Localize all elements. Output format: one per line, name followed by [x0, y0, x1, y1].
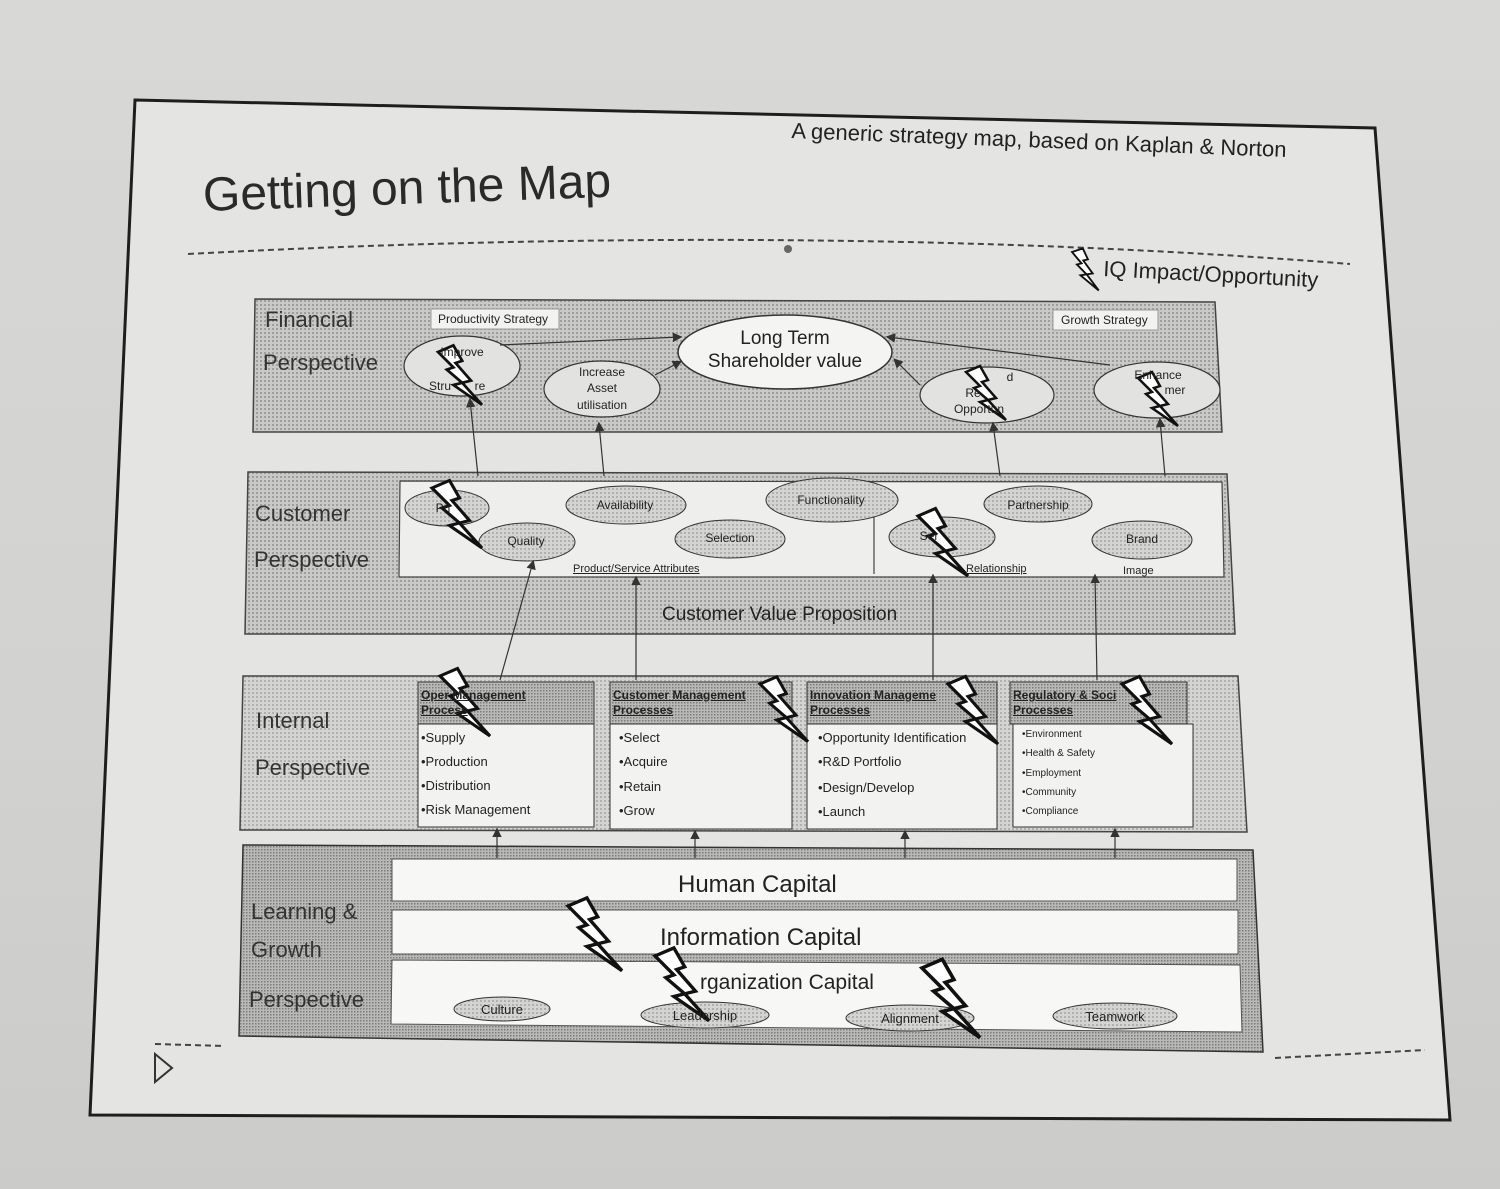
- customer-label-line2: Perspective: [254, 547, 369, 572]
- list-item: •Health & Safety: [1022, 748, 1095, 759]
- slide-title: Getting on the Map: [202, 154, 612, 222]
- financial-label-line1: Financial: [265, 307, 354, 332]
- financial-label-line2: Perspective: [263, 350, 378, 375]
- operations-box-title-line2: Process: [421, 703, 468, 717]
- list-item: •Select: [619, 730, 660, 745]
- divider-dot: [784, 245, 792, 253]
- increase-line1: Increase: [578, 365, 626, 379]
- list-item: •Supply: [421, 730, 466, 745]
- list-item: •Community: [1022, 787, 1077, 798]
- regulatory-box-title-line1: Regulatory & Soci: [1013, 688, 1117, 702]
- service-ellipse: Ser: [919, 529, 939, 543]
- organization-capital-label: rganization Capital: [700, 971, 874, 994]
- growth-strategy-label: Growth Strategy: [1061, 313, 1148, 327]
- customer-label-line1: Customer: [255, 501, 351, 526]
- human-capital-label: Human Capital: [678, 871, 837, 898]
- enhance-line2: mer: [1164, 383, 1186, 397]
- partnership-ellipse: Partnership: [1007, 498, 1069, 512]
- productivity-strategy-label: Productivity Strategy: [438, 312, 549, 326]
- revenue-line2: Re: [965, 386, 981, 400]
- increase-line3: utilisation: [576, 398, 628, 412]
- revenue-line3: Opportun: [953, 402, 1005, 416]
- brand-ellipse: Brand: [1125, 532, 1159, 546]
- list-item: •Risk Management: [421, 802, 531, 817]
- list-item: •R&D Portfolio: [818, 754, 902, 769]
- list-item: •Opportunity Identification: [818, 730, 967, 745]
- list-item: •Employment: [1022, 768, 1082, 779]
- long-term-line2: Shareholder value: [707, 351, 863, 372]
- improve-line3: re: [474, 379, 486, 393]
- list-item: •Compliance: [1022, 806, 1079, 817]
- internal-label-line1: Internal: [256, 708, 330, 733]
- list-item: •Retain: [619, 779, 662, 794]
- learning-label-line2: Growth: [251, 937, 322, 962]
- learning-label-line3: Perspective: [249, 987, 364, 1012]
- product-attributes-label: Product/Service Attributes: [573, 563, 700, 575]
- list-item: •Grow: [619, 803, 655, 818]
- internal-label-line2: Perspective: [255, 755, 370, 780]
- relationship-label: Relationship: [966, 563, 1027, 575]
- list-item: •Distribution: [421, 778, 491, 793]
- selection-ellipse: Selection: [705, 531, 755, 545]
- functionality-ellipse: Functionality: [797, 493, 865, 507]
- learning-label-line1: Learning &: [251, 899, 358, 924]
- value-proposition-label: Customer Value Proposition: [662, 604, 898, 625]
- revenue-line1: d: [1006, 370, 1014, 384]
- price-ellipse: Pri: [435, 501, 451, 515]
- improve-line1: Improve: [440, 345, 484, 359]
- innovation-box-title-line1: Innovation Manageme: [810, 688, 937, 702]
- enhance-line1: Enhance: [1134, 368, 1182, 382]
- alignment-ellipse: Alignment: [881, 1011, 939, 1026]
- operations-box-title-line1: Oper Management: [421, 688, 526, 702]
- customer-mgmt-box-title-line2: Processes: [613, 703, 674, 717]
- culture-ellipse: Culture: [481, 1002, 523, 1017]
- regulatory-box-title-line2: Processes: [1013, 703, 1074, 717]
- image-label: Image: [1123, 565, 1154, 577]
- leadership-ellipse: Leadership: [672, 1008, 738, 1023]
- list-item: •Launch: [818, 804, 866, 819]
- list-item: •Acquire: [619, 754, 668, 769]
- innovation-box-title-line2: Processes: [810, 703, 871, 717]
- availability-ellipse: Availability: [596, 498, 654, 512]
- iq-impact-legend-label: IQ Impact/Opportunity: [1102, 256, 1319, 293]
- improve-line2: Stru: [428, 379, 451, 393]
- customer-mgmt-box-title-line1: Customer Management: [613, 688, 746, 702]
- list-item: •Production: [421, 754, 488, 769]
- list-item: •Design/Develop: [818, 780, 915, 795]
- list-item: •Environment: [1022, 729, 1082, 740]
- increase-line2: Asset: [586, 381, 617, 395]
- quality-ellipse: Quality: [507, 534, 545, 548]
- information-capital-label: Information Capital: [660, 924, 862, 951]
- slide-caption: A generic strategy map, based on Kaplan & Norton: [791, 118, 1287, 162]
- long-term-line1: Long Term: [740, 328, 830, 349]
- teamwork-ellipse: Teamwork: [1085, 1009, 1145, 1024]
